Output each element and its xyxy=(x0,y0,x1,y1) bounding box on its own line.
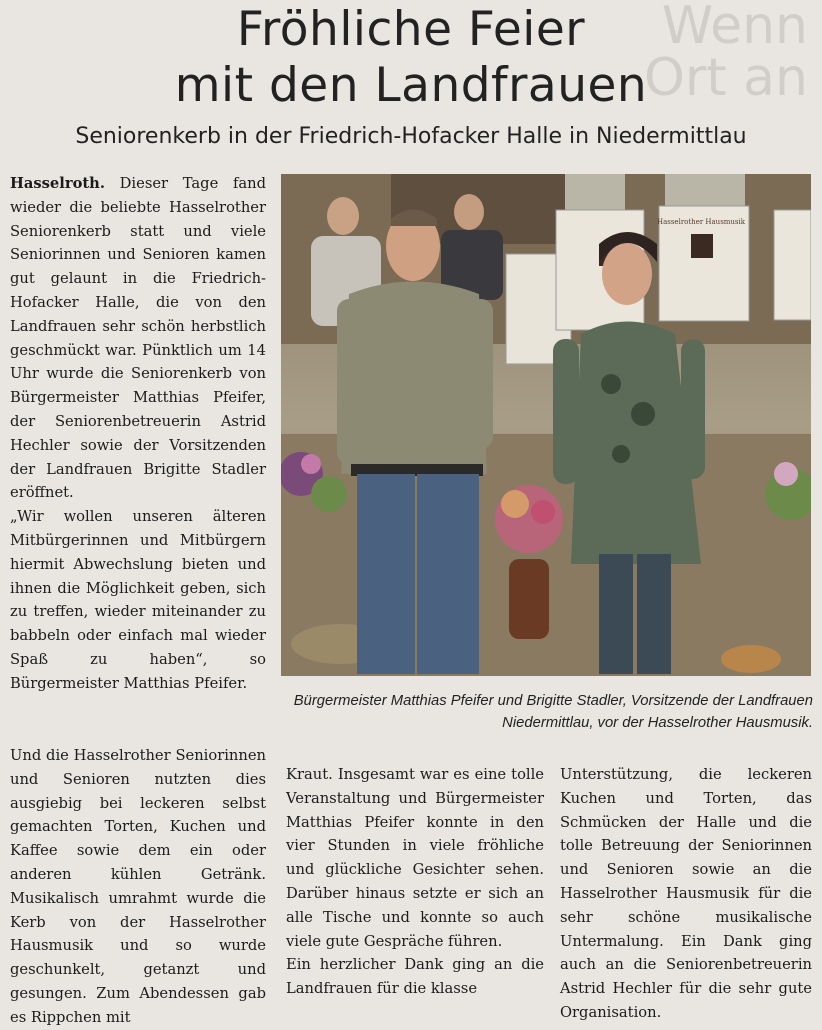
headline-line-2: mit den Landfrauen xyxy=(174,58,648,113)
intro-paragraph xyxy=(10,172,266,505)
column-2-paragraph-2: Ein herzlicher Dank ging an die Landfrauen für die klasse xyxy=(286,956,544,998)
headline-line-1: Fröhliche Feier xyxy=(236,2,586,57)
quote-paragraph: „Wir wollen unseren älteren Mitbürgerinnen und Mitbürgern hiermit Abwechslung bieten und ihnen die Möglichkeit geben, sich zu treffen, wieder miteinander zu babbeln oder einfach mal wieder Spaß zu haben“, so Bürgermeister Matthias Pfeifer. xyxy=(10,508,266,692)
column-2 xyxy=(286,763,544,1001)
column-1-top xyxy=(10,172,266,696)
sign-label: Hasselrother Hausmusik xyxy=(656,218,746,226)
column-1-bottom xyxy=(10,744,266,1030)
column-1-bottom-text: Und die Hasselrother Seniorinnen und Senioren nutzten dies ausgiebig bei leckeren selbst gemachten Torten, Kuchen und Kaffee sowie dem ein oder anderen kühlen Getränk. Musikalisch umrahmt wurde die Kerb von der Hasselrother Hausmusik und so wurde geschunkelt, getanzt und gesungen. Zum Abendessen gab es Rippchen mit xyxy=(10,747,266,1026)
column-3 xyxy=(560,763,812,1025)
dateline: Hasselroth. xyxy=(10,175,105,192)
column-3-text: Unterstützung, die leckeren Kuchen und Torten, das Schmücken der Halle und die tolle Betreuung der Seniorinnen und Senioren sowie an die Hasselrother Hausmusik für die sehr schöne musikalische Untermalung. Ein Dank ging auch an die Seniorenbetreuerin Astrid Hechler für die sehr gute Organisation. xyxy=(560,766,812,1021)
intro-text: Dieser Tage fand wieder die beliebte Hasselrother Seniorenkerb statt und viele Seniorinnen und Senioren kamen gut gelaunt in die Friedrich-Hofacker Halle, die von den Landfrauen sehr schön herbstlich geschmückt war. Pünktlich um 14 Uhr wurde die Seniorenkerb von Bürgermeister Matthias Pfeifer, der Seniorenbetreuerin Astrid Hechler sowie der Vorsitzenden der Landfrauen Brigitte Stadler eröffnet. xyxy=(10,175,266,502)
bleed-through-text: Wenn Ort an xyxy=(643,0,808,108)
headline xyxy=(0,2,822,114)
column-2-paragraph-1: Kraut. Insgesamt war es eine tolle Veranstaltung und Bürgermeister Matthias Pfeifer konnte in den vier Stunden in viele fröhliche und glückliche Gesichter sehen. Darüber hinaus setzte er sich an alle Tische und konnte so auch viele gute Gespräche führen. xyxy=(286,766,544,950)
subheadline: Seniorenkerb in der Friedrich-Hofacker Halle in Niedermittlau xyxy=(75,124,747,149)
photo-caption: Bürgermeister Matthias Pfeifer und Brigitte Stadler, Vorsitzende der Landfrauen Niedermittlau, vor der Hasselrother Hausmusik. xyxy=(293,693,813,731)
article-photo xyxy=(281,174,811,676)
